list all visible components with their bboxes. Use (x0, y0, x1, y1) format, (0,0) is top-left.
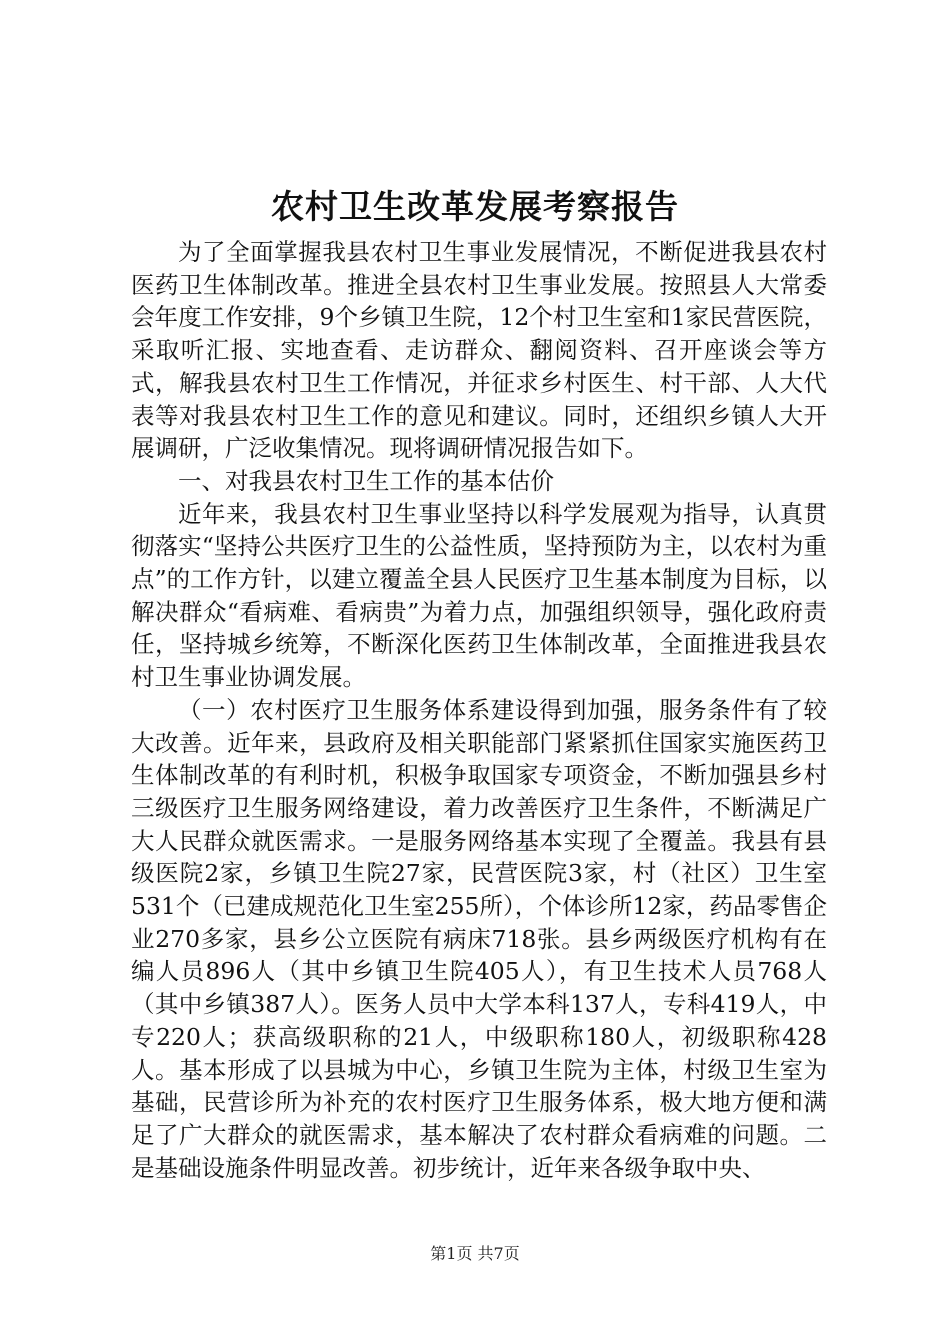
section-heading: 一、对我县农村卫生工作的基本估价 (178, 466, 554, 495)
page-number-footer: 第1页 共7页 (430, 1244, 520, 1263)
document-body (131, 236, 827, 1184)
intro-paragraph: 为了全面掌握我县农村卫生事业发展情况，不断促进我县农村医药卫生体制改革。推进全县农村卫生事业发展。按照县人大常委会年度工作安排，9个乡镇卫生院，12个村卫生室和1家民营医院，采取听汇报、实地查看、走访群众、翻阅资料、召开座谈会等方式，解我县农村卫生工作情况，并征求乡村医生、村干部、人大代表等对我县农村卫生工作的意见和建议。同时，还组织乡镇人大开展调研，广泛收集情况。现将调研情况报告如下。 (131, 238, 827, 463)
body-paragraph: 近年来，我县农村卫生事业坚持以科学发展观为指导，认真贯彻落实“坚持公共医疗卫生的公益性质，坚持预防为主，以农村为重点”的工作方针，以建立覆盖全县人民医疗卫生基本制度为目标，以解决群众“看病难、看病贵”为着力点，加强组织领导，强化政府责任，坚持城乡统筹，不断深化医药卫生体制改革，全面推进我县农村卫生事业协调发展。 (131, 499, 827, 692)
document-title: 农村卫生改革发展考察报告 (271, 187, 679, 226)
body-paragraph: （一）农村医疗卫生服务体系建设得到加强，服务条件有了较大改善。近年来，县政府及相关职能部门紧紧抓住国家实施医药卫生体制改革的有利时机，积极争取国家专项资金，不断加强县乡村三级医疗卫生服务网络建设，着力改善医疗卫生条件，不断满足广大人民群众就医需求。一是服务网络基本实现了全覆盖。我县有县级医院2家，乡镇卫生院27家，民营医院3家，村（社区）卫生室531个（已建成规范化卫生室255所），个体诊所12家，药品零售企业270多家，县乡公立医院有病床718张。县乡两级医疗机构有在编人员896人（其中乡镇卫生院405人），有卫生技术人员768人（其中乡镇387人）。医务人员中大学本科137人，专科419人，中专220人；获高级职称的21人，中级职称180人，初级职称428人。基本形成了以县城为中心，乡镇卫生院为主体，村级卫生室为基础，民营诊所为补充的农村医疗卫生服务体系，极大地方便和满足了广大群众的就医需求，基本解决了农村群众看病难的问题。二是基础设施条件明显改善。初步统计，近年来各级争取中央、 (131, 695, 827, 1182)
